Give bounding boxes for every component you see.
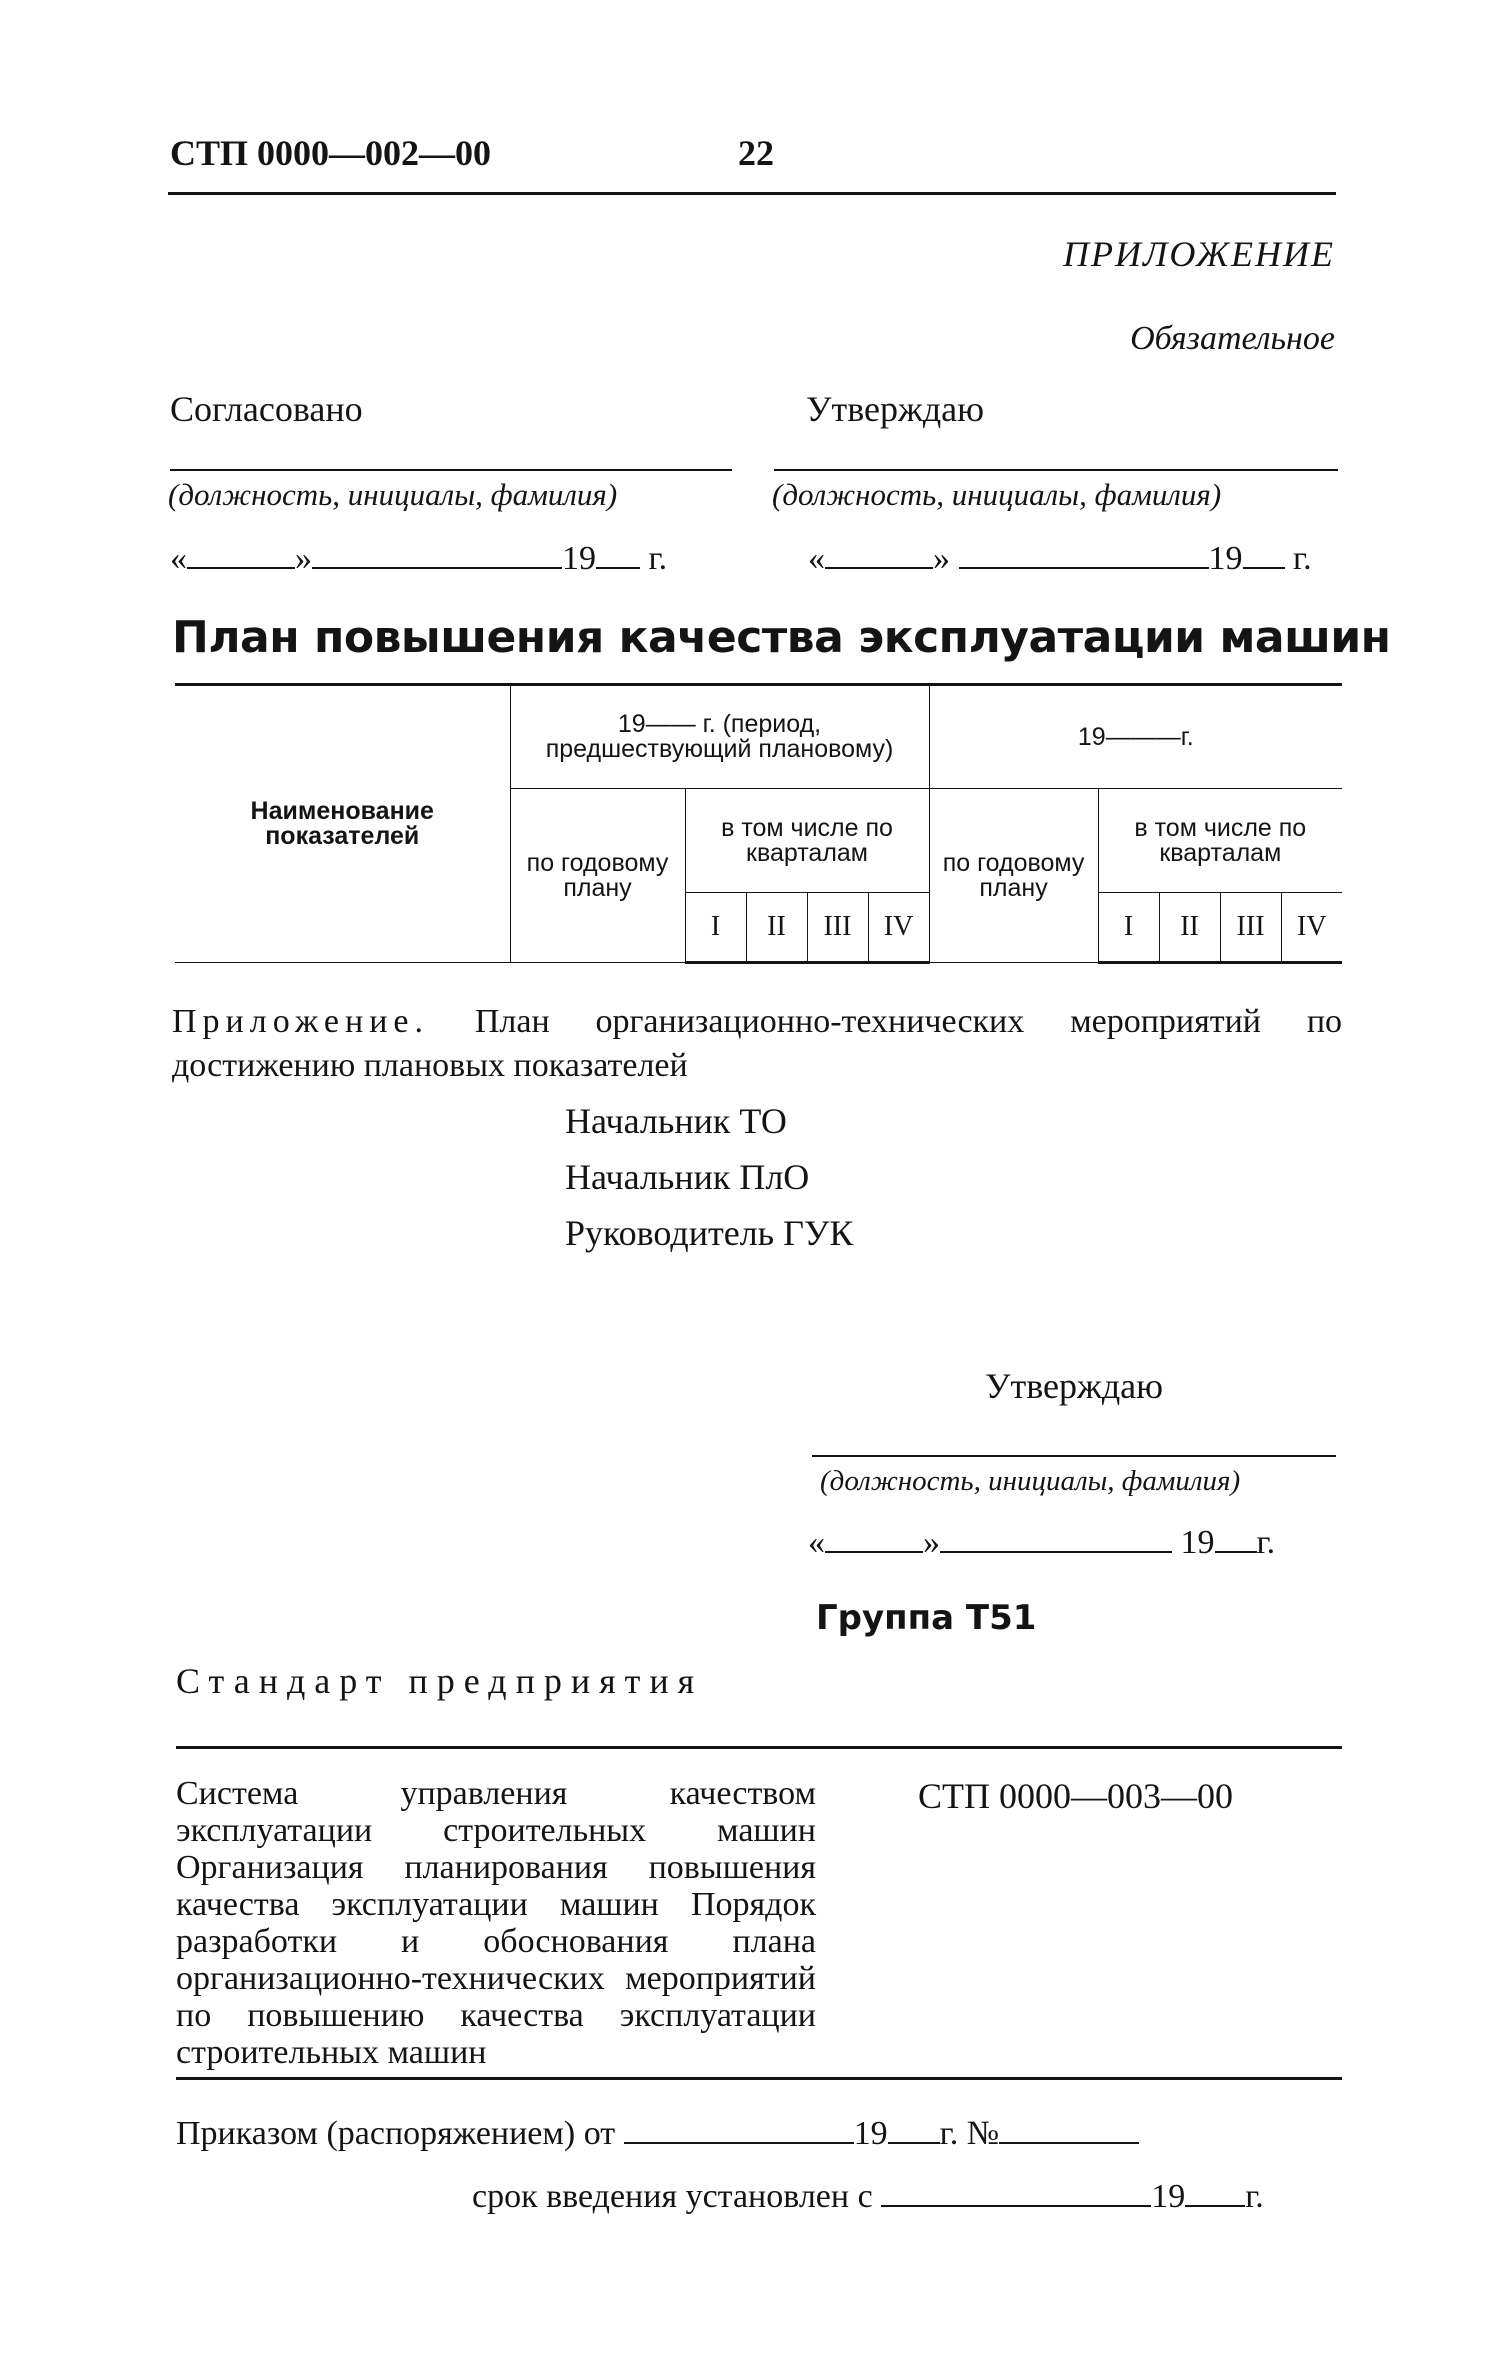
plan-period-header: 19———г. — [929, 685, 1342, 789]
plan-annual-plan-header: по годовому плану — [929, 789, 1098, 963]
document-code: СТП 0000—002—00 — [170, 133, 492, 173]
appendix-title: ПРИЛОЖЕНИЕ — [1063, 234, 1335, 274]
term-label: срок введения установлен с — [472, 2178, 873, 2215]
plan-quarter-1: I — [1098, 893, 1159, 963]
signatory-to: Начальник ТО — [565, 1101, 787, 1141]
plan-quarter-3: III — [1220, 893, 1281, 963]
plan-table — [175, 683, 1342, 964]
approve-label: Утверждаю — [806, 389, 985, 429]
prev-quarters-header: в том числе по кварталам — [685, 789, 929, 893]
agreed-signature-line — [170, 469, 732, 471]
plan-title: План повышения качества эксплуатации машин — [172, 612, 1391, 663]
plan-quarters-header: в том числе по кварталам — [1098, 789, 1342, 893]
prev-annual-plan-header: по годовому плану — [510, 789, 685, 963]
signatory-guk: Руководитель ГУК — [565, 1213, 854, 1253]
appendix-note — [172, 1000, 1342, 1088]
indicator-header: Наименование показателей — [175, 685, 510, 963]
standard-description: Система управления качеством эксплуатации строительных машин Организация планирования повышения качества эксплуатации машин Порядок разработки и обоснования плана организационно-технических мероприятий по повышению качества эксплуатации строительных машин — [176, 1775, 816, 2072]
prev-quarter-3: III — [807, 893, 868, 963]
order-label: Приказом (распоряжением) от — [176, 2115, 616, 2152]
term-line: срок введения установлен с 19 г. — [472, 2178, 1264, 2215]
note-text: План организационно-технических мероприятий по достижению плановых показателей — [172, 1003, 1343, 1085]
group-code: Группа Т51 — [816, 1598, 1037, 1638]
standard-code: СТП 0000—003—00 — [918, 1776, 1233, 1816]
note-lead: Приложение. — [172, 1003, 429, 1040]
second-role-caption: (должность, инициалы, фамилия) — [820, 1465, 1241, 1497]
approve-signature-line — [774, 469, 1338, 471]
prev-quarter-2: II — [746, 893, 807, 963]
approve-date-line: « » 19 г. — [808, 540, 1312, 577]
standard-top-rule — [176, 1746, 1342, 1749]
appendix-status: Обязательное — [1130, 320, 1335, 357]
header-rule — [168, 192, 1336, 195]
standard-bottom-rule — [176, 2077, 1342, 2080]
agreed-label: Согласовано — [170, 389, 363, 429]
prev-quarter-1: I — [685, 893, 746, 963]
plan-quarter-2: II — [1159, 893, 1220, 963]
prev-quarter-4: IV — [868, 893, 929, 963]
second-date-line: « » 19 г. — [808, 1524, 1276, 1561]
page-number: 22 — [738, 133, 774, 173]
standard-label: Стандарт предприятия — [176, 1661, 704, 1701]
approve-role-caption: (должность, инициалы, фамилия) — [772, 477, 1222, 512]
order-line: Приказом (распоряжением) от 19 г. № — [176, 2115, 1139, 2153]
plan-quarter-4: IV — [1281, 893, 1342, 963]
previous-period-header: 19—— г. (период, предшествующий плановому) — [510, 685, 929, 789]
second-approve-label: Утверждаю — [985, 1366, 1164, 1406]
second-signature-line — [812, 1455, 1336, 1457]
agreed-role-caption: (должность, инициалы, фамилия) — [168, 477, 618, 512]
signatory-plo: Начальник ПлО — [565, 1157, 810, 1197]
agreed-date-line: « » 19 г. — [170, 540, 668, 577]
